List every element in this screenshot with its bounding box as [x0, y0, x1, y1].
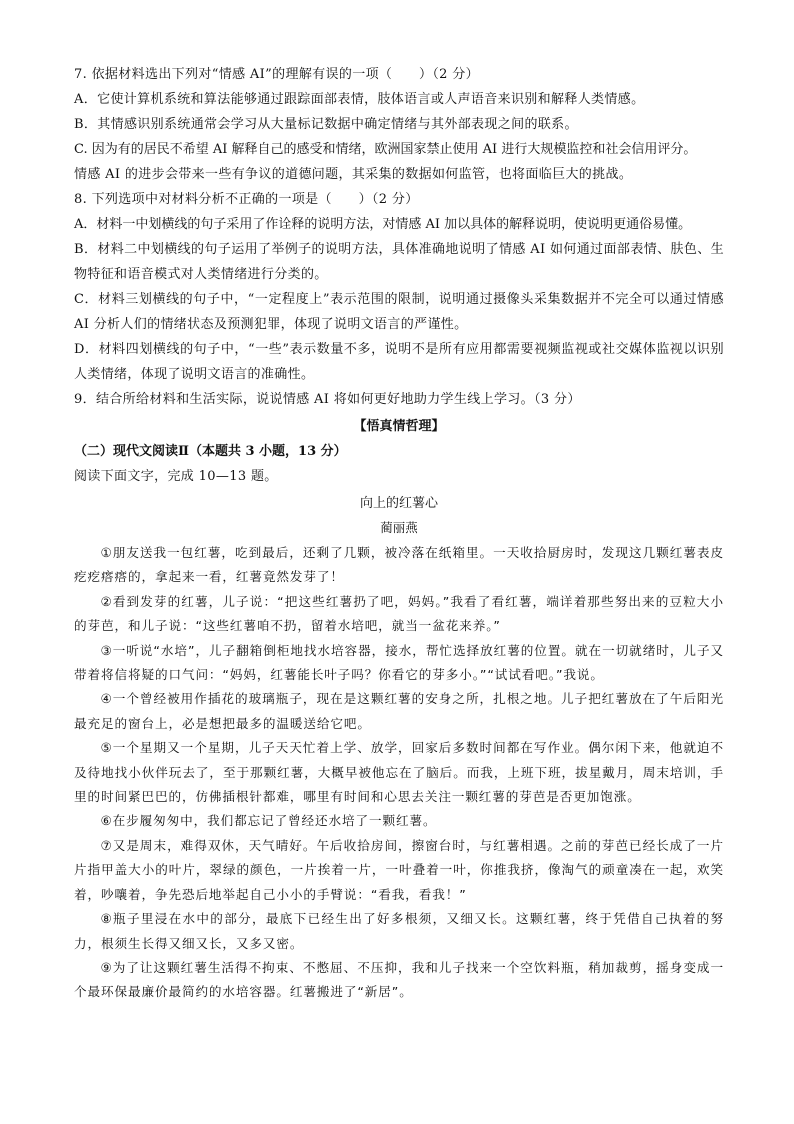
q8-option-d: D．材料四划横线的句子中，“一些”表示数量不多，说明不是所有应用都需要视频监视或社交媒体监视以识别人类情绪，体现了说明文语言的准确性。 — [74, 342, 724, 382]
essay-paragraph-9: ⑨为了让这颗红薯生活得不拘束、不憋屈、不压抑，我和儿子找来一个空饮料瓶，稍加裁剪，摇身变成一个最环保最廉价最简约的水培容器。红薯搬进了“新居”。 — [74, 959, 724, 1000]
essay-paragraph-8: ⑧瓶子里浸在水中的部分，最底下已经生出了好多根须，又细又长。这颗红薯，终于凭借自己执着的努力，根须生长得又细又长，又多又密。 — [74, 911, 724, 951]
exam-page — [74, 62, 724, 1005]
q7-option-a: A．它使计算机系统和算法能够通过跟踪面部表情，肢体语言或人声语音来识别和解释人类情感。 — [74, 92, 645, 107]
essay-paragraph-4: ④一个曾经被用作插花的玻璃瓶子，现在是这颗红薯的安身之所，扎根之地。儿子把红薯放在了午后阳光最充足的窗台上，必是想把最多的温暖送给它吧。 — [74, 691, 724, 731]
essay-paragraph-1: ①朋友送我一包红薯，吃到最后，还剩了几颗，被冷落在纸箱里。一天收拾厨房时，发现这几颗红薯表皮疙疙瘩瘩的，拿起来一看，红薯竟然发芽了！ — [74, 545, 724, 585]
essay-paragraph-5: ⑤一个星期又一个星期，儿子天天忙着上学、放学，回家后多数时间都在写作业。偶尔闲下来，他就迫不及待地找小伙伴玩去了，至于那颗红薯，大概早被他忘在了脑后。而我，上班下班，拔星戴月，周末培训，手里的时间紧巴巴的，仿佛插根针都难，哪里有时间和心思去关注一颗红薯的芽芭是否更加饱涨。 — [74, 740, 724, 805]
q8-option-b: B．材料二中划横线的句子运用了举例子的说明方法，具体准确地说明了情感 AI 如何通过面部表情、肤色、生物特征和语音模式对人类情绪进行分类的。 — [74, 242, 724, 282]
essay-author: 蔺丽燕 — [380, 520, 418, 535]
q8-option-a: A．材料一中划横线的句子采用了作诠释的说明方法，对情感 AI 加以具体的解释说明，使说明更通俗易懂。 — [74, 217, 692, 232]
q8-stem: 8. 下列选项中对材料分析不正确的一项是（ ）（2 分） — [74, 192, 419, 207]
q7-option-c: C. 因为有的居民不希望 AI 解释自己的感受和情绪，欧洲国家禁止使用 AI 进行大规模监控和社会信用评分。 — [74, 142, 697, 157]
essay-paragraph-6: ⑥在步履匆匆中，我们都忘记了曾经还水培了一颗红薯。 — [100, 813, 437, 829]
essay-title: 向上的红薯心 — [359, 496, 438, 511]
section-subheading: （二）现代文阅读Ⅱ（本题共 3 小题，13 分） — [74, 444, 347, 459]
q7-option-d: 情感 AI 的进步会带来一些有争议的道德问题，其采集的数据如何监管，也将面临巨大的挑战。 — [74, 167, 633, 182]
q7-stem: 7. 依据材料选出下列对“情感 AI”的理解有误的一项（ ）（2 分） — [74, 67, 479, 82]
section-title: 【悟真情哲理】 — [353, 419, 445, 434]
q8-option-c: C．材料三划横线的句子中，“一定程度上”表示范围的限制，说明通过摄像头采集数据并不完全可以通过情感 AI 分析人们的情绪状态及预测犯罪，体现了说明文语言的严谨性。 — [74, 292, 724, 332]
q9-stem: 9．结合所给材料和生活实际，说说情感 AI 将如何更好地助力学生线上学习。（3 分） — [74, 392, 581, 407]
section-instruction: 阅读下面文字，完成 10—13 题。 — [74, 469, 278, 484]
essay-paragraph-3: ③一听说“水培”，儿子翻箱倒柜地找水培容器，接水，帮忙选择放红薯的位置。就在一切就绪时，儿子又带着将信将疑的口气问：“妈妈，红薯能长叶子吗？你看它的芽多小。”“试试看吧。”我说。 — [74, 642, 724, 683]
essay-paragraph-7: ⑦又是周末，难得双休，天气晴好。午后收拾房间，擦窗台时，与红薯相遇。之前的芽芭已经长成了一片片指甲盖大小的叶片，翠绿的颜色，一片挨着一片，一叶叠着一叶，你推我挤，像淘气的顽童凑在一起，欢笑着，吵嚷着，争先恐后地举起自己小小的手臂说：“看我，看我！” — [74, 837, 724, 902]
essay-paragraph-2: ②看到发芽的红薯，儿子说：“把这些红薯扔了吧，妈妈。”我看了看红薯，端详着那些努出来的豆粒大小的芽芭，和儿子说：“这些红薯咱不扔，留着水培吧，就当一盆花来养。” — [74, 593, 724, 634]
q7-option-b: B．其情感识别系统通常会学习从大量标记数据中确定情绪与其外部表现之间的联系。 — [74, 117, 578, 132]
